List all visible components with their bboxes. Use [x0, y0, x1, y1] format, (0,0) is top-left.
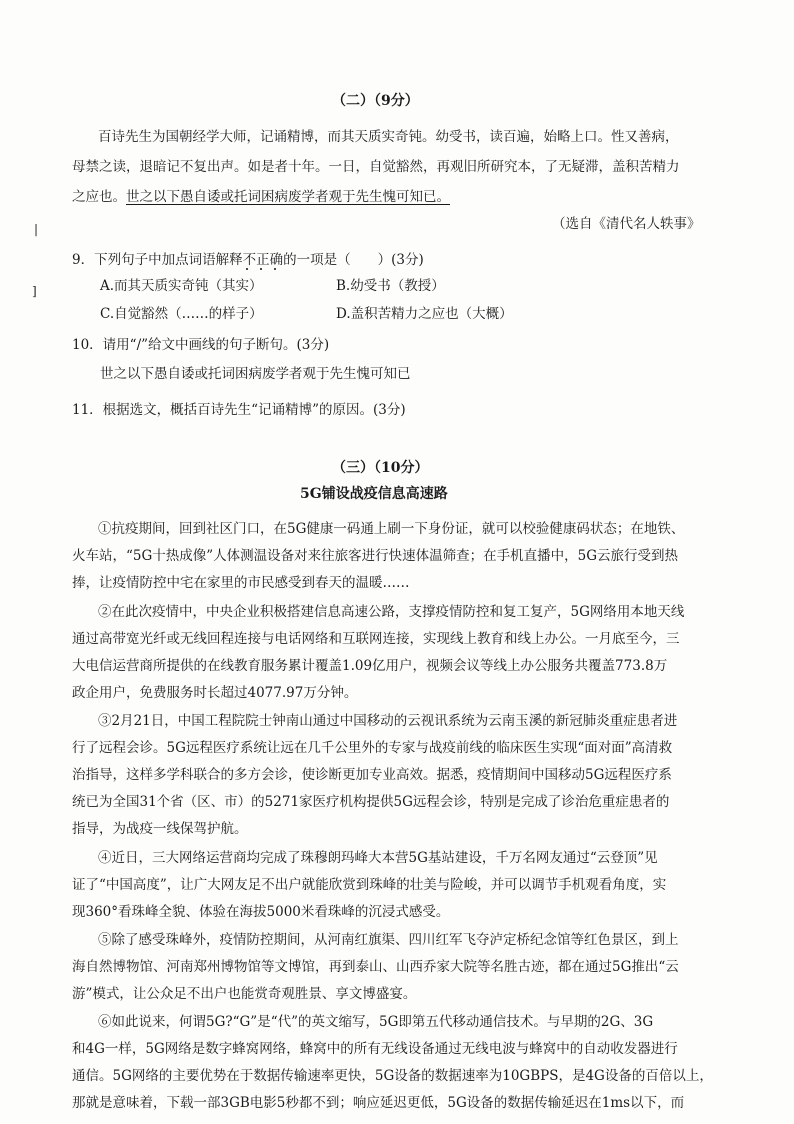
p4-line: ④近日，三大网络运营商均完成了珠穆朗玛峰大本营5G基站建设，千万名网友通过“云登顶”见: [98, 850, 658, 866]
p1-line: 捧，让疫情防控中宅在家里的市民感受到春天的温暖……: [72, 575, 410, 591]
emphasis-dot: [260, 268, 262, 270]
p3-line: 统已为全国31个省（区、市）的5271家医疗机构提供5G远程会诊，特别是完成了诊治危重症患者的: [72, 794, 670, 810]
q9-option-a: A.而其天质实奇钝（其实）: [100, 278, 263, 294]
p5-line: 游”模式，让公众足不出户也能赏奇观胜景、享文博盛宴。: [72, 986, 417, 1002]
p2-line: ②在此次疫情中，中央企业积极搭建信息高速公路，支撑疫情防控和复工复产，5G网络用本地天线: [98, 604, 685, 620]
passage-line-3: [72, 187, 450, 207]
p6-line: ⑥如此说来，何谓5G?“G”是“代”的英文缩写，5G即第五代移动通信技术。与早期的2G、3G: [98, 1014, 654, 1030]
passage-line-2: 母禁之读，退暗记不复出声。如是者十年。一日，自觉豁然，再观旧所研究本，了无疑滞，盖积苦精力: [72, 159, 680, 175]
emphasis-dot: [274, 268, 276, 270]
p4-line: 证了“中国高度”，让广大网友足不出户就能欣赏到珠峰的壮美与险峻，并可以调节手机观看角度，实: [72, 877, 667, 893]
p1-line: ①抗疫期间，回到社区门口，在5G健康一码通上刷一下身份证，就可以校验健康码状态；在地铁、: [98, 521, 685, 537]
p1-line: 火车站，“5G十热成像”人体测温设备对来往旅客进行快速体温筛查；在手机直播中，5G云旅行受到热: [72, 548, 679, 564]
section3-heading: （三）（10分）: [332, 460, 429, 476]
p5-line: 海自然博物馆、河南郑州博物馆等文博馆，再到泰山、山西乔家大院等名胜古迹，都在通过5G推出“云: [72, 959, 679, 975]
passage-plain: 之应也。: [72, 189, 126, 205]
p3-line: 治指导，这样多学科联合的多方会诊，使诊断更加专业高效。据悉，疫情期间中国移动5G远程医疗系: [72, 767, 672, 783]
emphasis-dot: [246, 268, 248, 270]
p5-line: ⑤除了感受珠峰外，疫情防控期间，从河南红旗渠、四川红军飞夺泸定桥纪念馆等红色景区，到上: [98, 932, 679, 948]
q11-stem: 11．根据选文，概括百诗先生“记诵精博”的原因。(3分): [72, 402, 406, 418]
margin-mark: |: [34, 222, 39, 236]
passage-source: （选自《清代名人轶事》: [552, 216, 701, 232]
p6-line: 通信。5G网络的主要优势在于数据传输速率更快，5G设备的数据速率为10GBPS，是4G设备的百倍以上，: [72, 1068, 713, 1084]
underlined-sentence: 世之以下愚自诿或托词困病废学者观于先生愧可知已。: [126, 189, 450, 205]
q9-stem: 9．下列句子中加点词语解释不正确的一项是（ ）(3分): [72, 252, 424, 268]
p6-line: 那就是意味着，下载一部3GB电影5秒都不到；响应延迟更低，5G设备的数据传输延迟在1ms以下，而: [72, 1095, 685, 1111]
article-title: 5G铺设战疫信息高速路: [300, 486, 448, 502]
q10-sentence: 世之以下愚自诿或托词困病废学者观于先生愧可知已: [100, 366, 411, 382]
section2-heading: （二）（9分）: [332, 93, 419, 109]
p2-line: 通过高带宽光纤或无线回程连接与电话网络和互联网连接，实现线上教育和线上办公。一月底至今，三: [72, 631, 680, 647]
p4-line: 现360°看珠峰全貌、体验在海拔5000米看珠峰的沉浸式感受。: [72, 904, 450, 920]
p2-line: 政企用户，免费服务时长超过4077.97万分钟。: [72, 685, 358, 701]
q10-stem: 10．请用“/”给文中画线的句子断句。(3分): [72, 337, 330, 353]
p3-line: 指导，为战疫一线保驾护航。: [72, 821, 248, 837]
passage-line-1: 百诗先生为国朝经学大师，记诵精博，而其天质实奇钝。幼受书，读百遍，始略上口。性又善病，: [98, 129, 679, 145]
p6-line: 和4G一样，5G网络是数字蜂窝网络，蜂窝中的所有无线设备通过无线电波与蜂窝中的自动收发器进行: [72, 1041, 678, 1057]
q9-option-b: B.幼受书（教授）: [336, 278, 445, 294]
q9-option-d: D.盖积苦精力之应也（大概）: [336, 306, 513, 322]
p2-line: 大电信运营商所提供的在线教育服务累计覆盖1.09亿用户，视频会议等线上办公服务共覆盖773.8万: [72, 658, 668, 674]
p3-line: ③2月21日，中国工程院院士钟南山通过中国移动的云视讯系统为云南玉溪的新冠肺炎重症患者进: [98, 713, 678, 729]
margin-mark: ]: [32, 284, 37, 298]
q9-option-c: C.自觉豁然（……的样子）: [100, 306, 263, 322]
p3-line: 行了远程会诊。5G远程医疗系统让远在几千公里外的专家与战疫前线的临床医生实现“面对面”高清救: [72, 740, 673, 756]
